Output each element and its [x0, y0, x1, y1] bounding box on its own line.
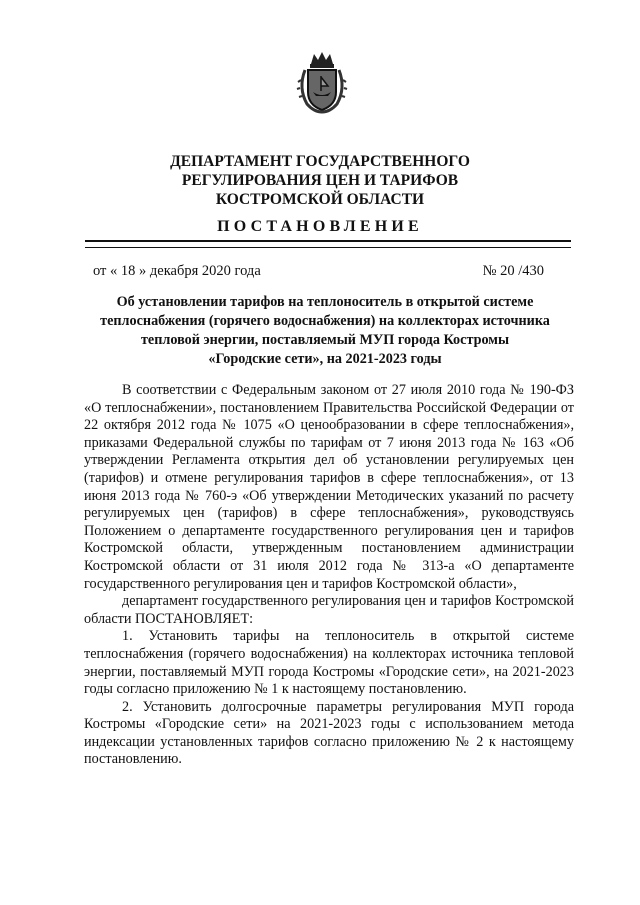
- header-divider: [85, 240, 571, 248]
- body-paragraph-legal-basis: В соответствии с Федеральным законом от 27 июля 2010 года № 190-ФЗ «О теплоснабжении», постановлением Правительства Российской Федерации от 22 октября 2012 года № 1075 «О ценообразовании в сфере теплоснабжения», приказами Федеральной службы по тарифам от 7 июня 2013 года № 163 «Об утверждении Регламента открытия дел об установлении регулируемых цен (тарифов) и отмене регулирования тарифов в сфере теплоснабжения», от 13 июня 2013 года № 760-э «Об утверждении Методических указаний по расчету регулируемых цен (тарифов) в сфере теплоснабжения», руководствуясь Положением о департаменте государственного регулирования цен и тарифов Костромской области, утвержденным постановлением администрации Костромской области от 31 июля 2012 года № 313-а «О департаменте государственного регулирования цен и тарифов Костромской области»,: [84, 382, 574, 592]
- subject-line: «Городские сети», на 2021-2023 годы: [208, 351, 442, 367]
- subject-line: тепловой энергии, поставляемый МУП города Костромы: [140, 332, 510, 348]
- subject-line: Об установлении тарифов на теплоноситель в открытой системе: [116, 294, 534, 310]
- document-number: № 20 /430: [482, 263, 544, 279]
- body-paragraph-item-1: 1. Установить тарифы на теплоноситель в открытой системе теплоснабжения (горячего водоснабжения) на коллекторах источника тепловой энергии, поставляемый МУП города Костромы «Городские сети», на 2021-2023 годы согласно приложению № 1 к настоящему постановлению.: [84, 628, 574, 698]
- body-paragraph-item-2: 2. Установить долгосрочные параметры регулирования МУП города Костромы «Городские сети» на 2021-2023 годы с использованием метода индексации установленных тарифов согласно приложению № 2 к настоящему постановлению.: [84, 698, 574, 768]
- department-line: ДЕПАРТАМЕНТ ГОСУДАРСТВЕННОГО: [170, 153, 470, 170]
- department-name: [0, 152, 640, 209]
- body-paragraph-resolves: департамент государственного регулирования цен и тарифов Костромской области ПОСТАНОВЛЯЕТ:: [84, 593, 574, 627]
- coat-of-arms-icon: [295, 50, 349, 114]
- document-body: [84, 382, 574, 769]
- document-subject: [80, 293, 570, 369]
- department-line: КОСТРОМСКОЙ ОБЛАСТИ: [215, 191, 425, 208]
- subject-line: теплоснабжения (горячего водоснабжения) на коллекторах источника: [100, 313, 550, 329]
- document-date: от « 18 » декабря 2020 года: [93, 263, 261, 279]
- department-line: РЕГУЛИРОВАНИЯ ЦЕН И ТАРИФОВ: [181, 172, 459, 189]
- document-type: ПОСТАНОВЛЕНИЕ: [217, 218, 423, 235]
